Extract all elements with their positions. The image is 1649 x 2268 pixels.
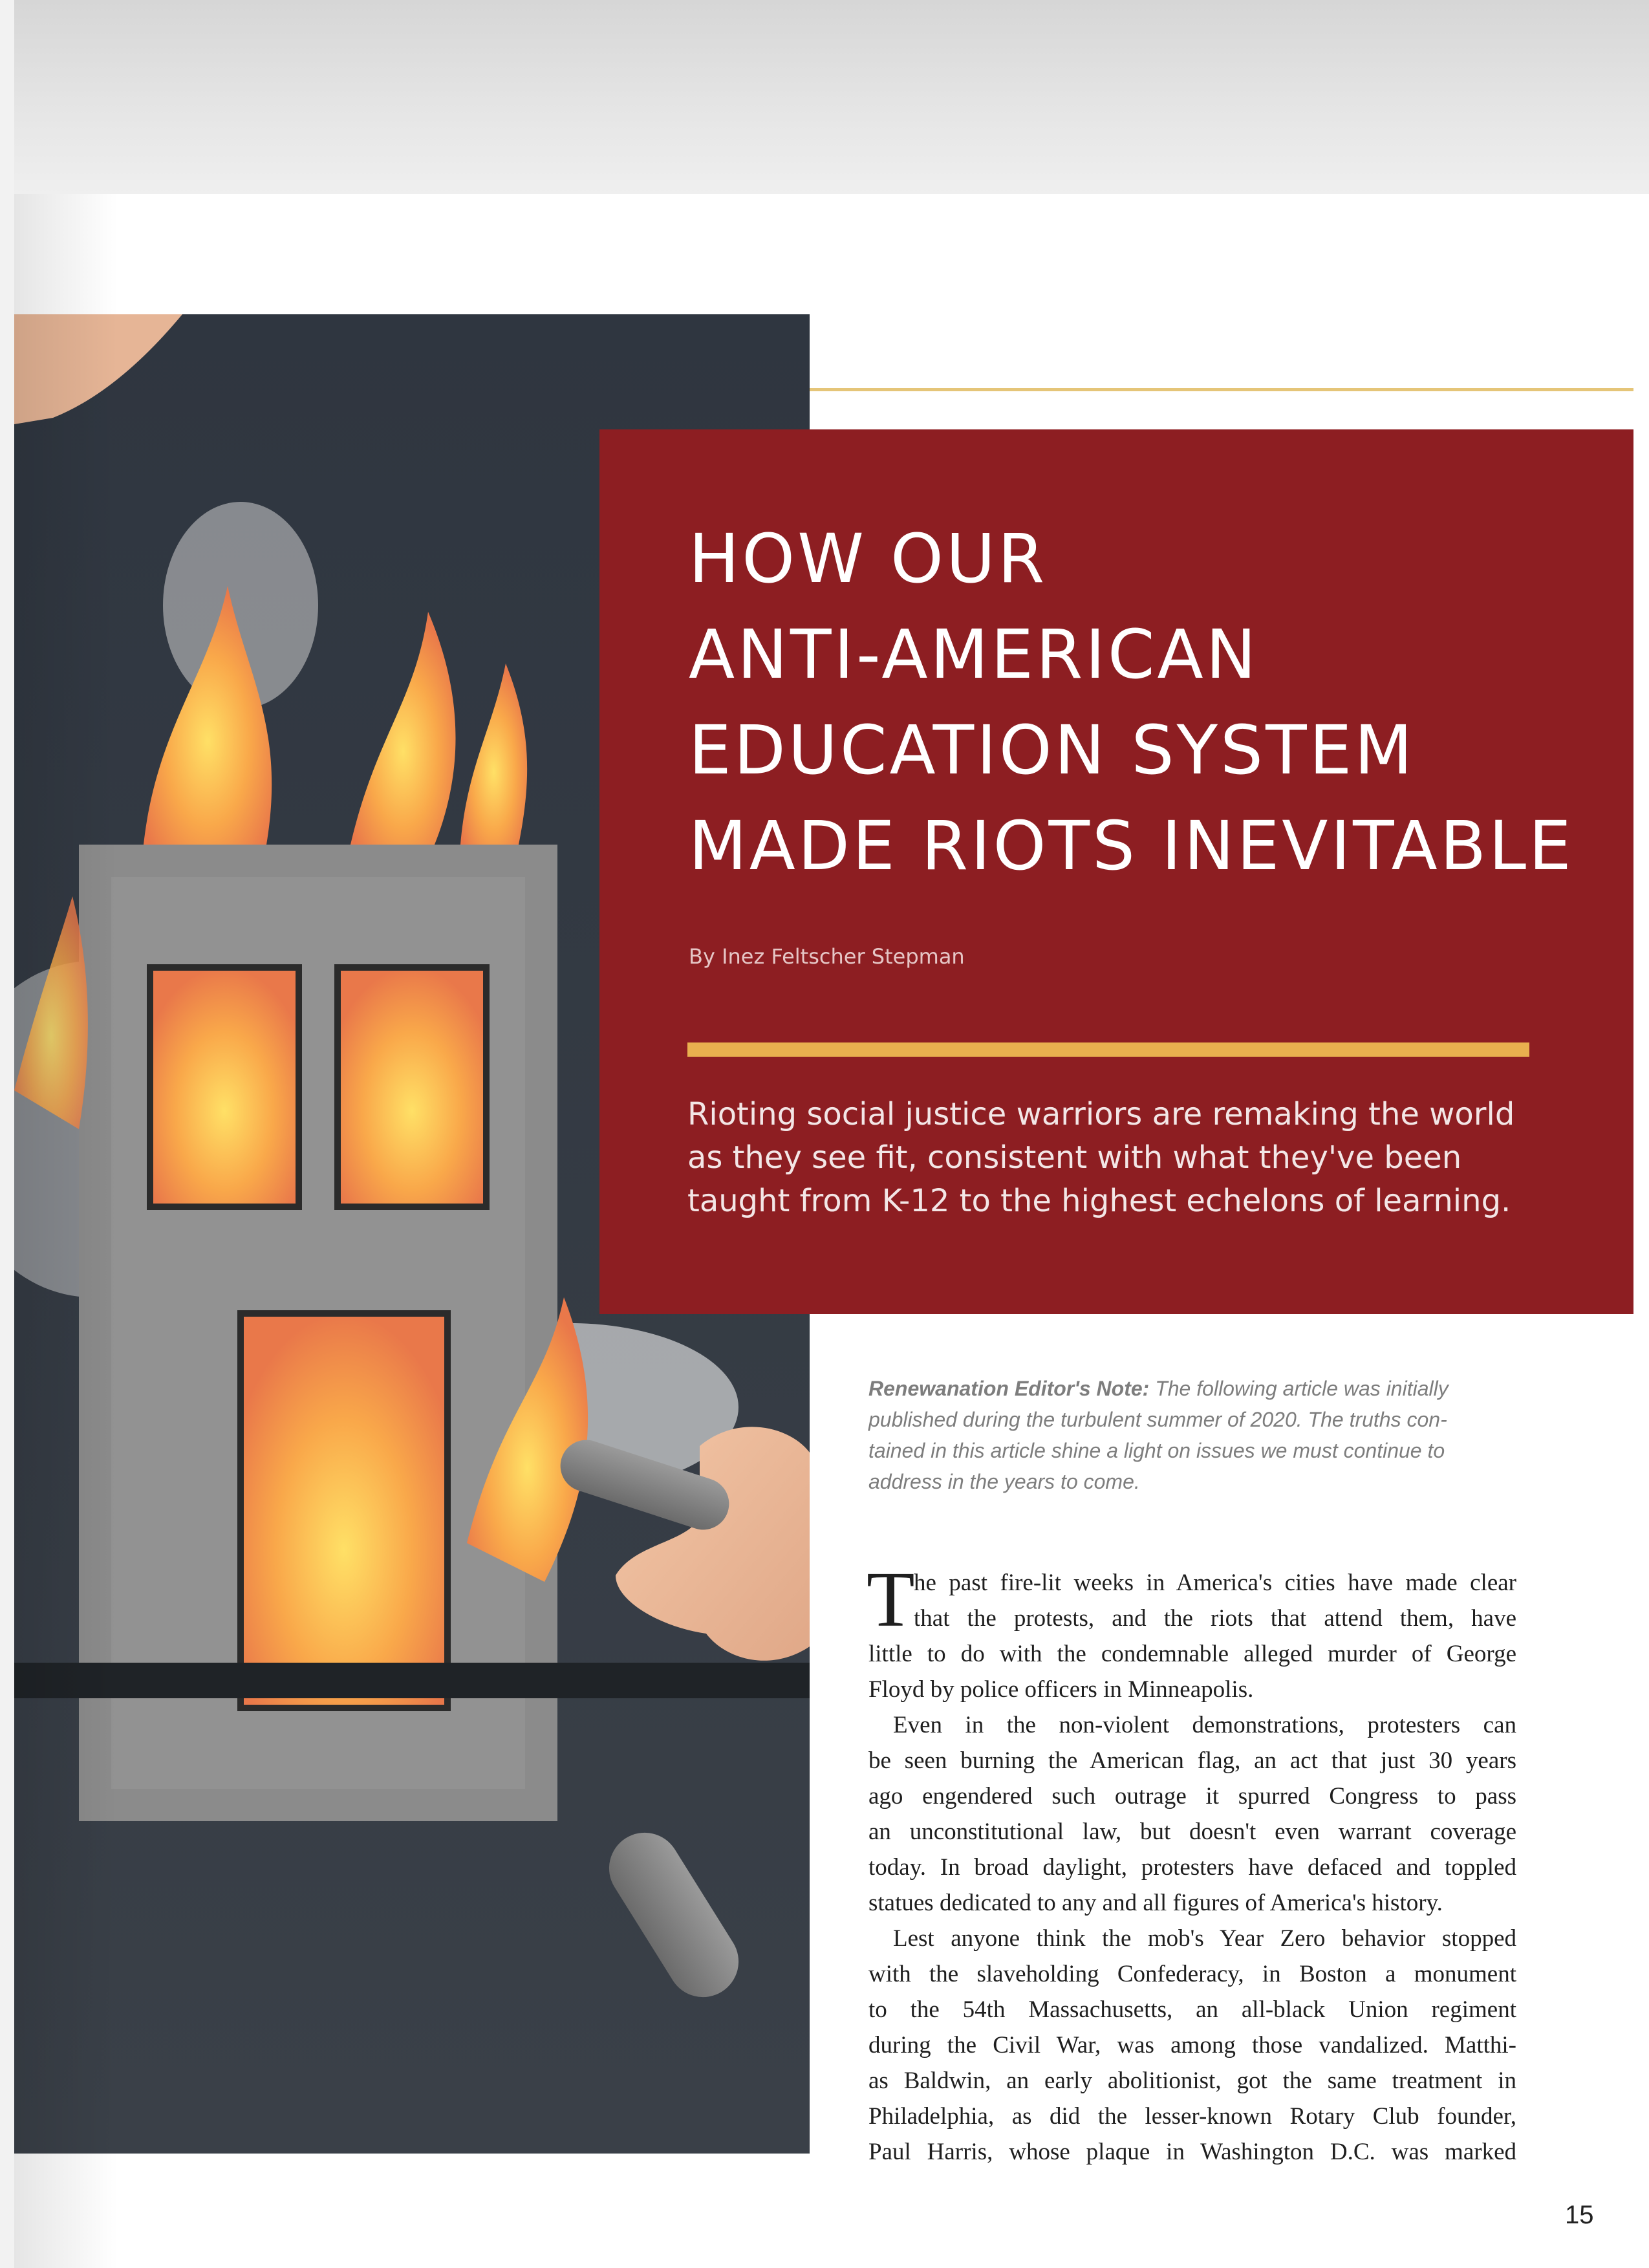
dek-line: taught from K-12 to the highest echelons of learning. — [687, 1183, 1511, 1219]
title-divider-rule — [687, 1042, 1529, 1057]
door-fire — [241, 1313, 447, 1708]
note-line: tained in this article shine a light on issues we must continue to — [868, 1439, 1445, 1462]
body-line: as Baldwin, an early abolitionist, got the same treatment in — [868, 2068, 1516, 2094]
page-gutter-shadow — [14, 194, 118, 2268]
article-title — [689, 511, 1613, 894]
note-line: address in the years to come. — [868, 1470, 1140, 1493]
body-line: with the slaveholding Confederacy, in Boston a monument — [868, 1961, 1516, 1987]
body-line: Even in the non-violent demonstrations, protesters can — [893, 1712, 1516, 1738]
article-byline: By Inez Feltscher Stepman — [689, 944, 965, 969]
title-line: MADE RIOTS INEVITABLE — [689, 806, 1574, 885]
body-line: Paul Harris, whose plaque in Washington D.C. was marked — [868, 2139, 1516, 2165]
body-line: Floyd by police officers in Minneapolis. — [868, 1676, 1254, 1703]
body-line: ago engendered such outrage it spurred Congress to pass — [868, 1783, 1516, 1809]
body-paragraph — [868, 1707, 1516, 1921]
body-line: to the 54th Massachusetts, an all-black Union regiment — [868, 1996, 1516, 2023]
note-label: Renewanation Editor's Note: — [868, 1377, 1150, 1400]
window-fire-2 — [338, 967, 486, 1207]
dek-line: Rioting social justice warriors are remaking the world — [687, 1096, 1515, 1132]
window-fire-1 — [150, 967, 299, 1207]
scanner-edge — [0, 0, 14, 2268]
body-line: Lest anyone think the mob's Year Zero behavior stopped — [893, 1925, 1516, 1952]
note-line — [868, 1373, 1528, 1404]
body-line: that the protests, and the riots that attend them, have — [914, 1605, 1516, 1632]
body-line: Philadelphia, as did the lesser-known Rotary Club founder, — [868, 2103, 1516, 2130]
scanner-background — [0, 0, 1649, 194]
body-paragraph — [868, 1921, 1516, 2170]
body-line: an unconstitutional law, but doesn't even warrant coverage — [868, 1819, 1516, 1845]
body-line: little to do with the condemnable alleged murder of George — [868, 1641, 1516, 1667]
title-line: ANTI-AMERICAN — [689, 615, 1259, 694]
editor-note — [868, 1373, 1528, 1497]
page-number: 15 — [1565, 2201, 1594, 2229]
body-line: during the Civil War, was among those vandalized. Matthi- — [868, 2032, 1516, 2058]
gold-top-rule — [810, 388, 1633, 391]
drop-cap: T — [867, 1556, 915, 1643]
title-line: EDUCATION SYSTEM — [689, 711, 1416, 790]
dek-line: as they see fit, consistent with what they've been — [687, 1139, 1462, 1176]
body-paragraph — [867, 1556, 1516, 1707]
body-line: he past fire-lit weeks in America's cities have made clear — [914, 1570, 1516, 1596]
title-line: HOW OUR — [689, 519, 1048, 598]
body-line: statues dedicated to any and all figures of America's history. — [868, 1890, 1443, 1916]
note-line: published during the turbulent summer of 2020. The truths con- — [868, 1408, 1447, 1431]
chalk-ground-line — [14, 1663, 810, 1698]
article-body — [867, 1556, 1516, 2170]
note-text: The following article was initially — [1149, 1377, 1449, 1400]
article-dek — [687, 1093, 1606, 1223]
body-line: be seen burning the American flag, an act that just 30 years — [868, 1747, 1516, 1774]
body-line: today. In broad daylight, protesters have defaced and toppled — [868, 1854, 1516, 1881]
